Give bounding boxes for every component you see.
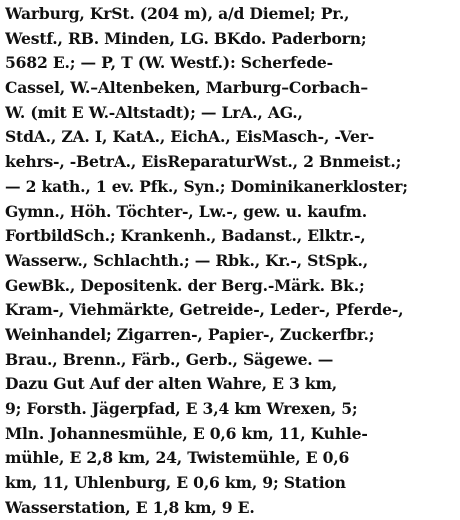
entry-line: kehrs-, -BetrA., EisReparaturWst., 2 Bnmeist.; bbox=[5, 152, 402, 172]
entry-line: 9; Forsth. Jägerpfad, E 3,4 km Wrexen, 5; bbox=[5, 399, 358, 418]
entry-line: Warburg, KrSt. (204 m), a/d Diemel; Pr., bbox=[5, 4, 350, 23]
entry-line: 5682 E.; — P, T (W. Westf.): Scherfede- bbox=[5, 53, 333, 73]
entry-line: — 2 kath., 1 ev. Pfk., Syn.; Dominikanerkloster; bbox=[5, 176, 408, 196]
entry-line: Dazu Gut Auf der alten Wahre, E 3 km, bbox=[5, 374, 338, 394]
entry-line: Wasserw., Schlachth.; — Rbk., Kr.-, StSpk., bbox=[5, 250, 368, 270]
entry-line: Mln. Johannesmühle, E 0,6 km, 11, Kuhle- bbox=[5, 423, 368, 443]
entry-line: mühle, E 2,8 km, 24, Twistemühle, E 0,6 bbox=[5, 448, 350, 468]
entry-line: km, 11, Uhlenburg, E 0,6 km, 9; Station bbox=[5, 473, 346, 493]
entry-line: Weinhandel; Zigarren-, Papier-, Zuckerfbr.; bbox=[5, 324, 375, 344]
entry-line: Westf., RB. Minden, LG. BKdo. Paderborn; bbox=[5, 28, 367, 48]
entry-line: GewBk., Depositenk. der Berg.-Märk. Bk.; bbox=[5, 275, 365, 295]
entry-line: FortbildSch.; Krankenh., Badanst., Elktr.-, bbox=[5, 226, 366, 246]
entry-line: Cassel, W.–Altenbeken, Marburg–Corbach– bbox=[5, 78, 368, 98]
entry-line: Brau., Brenn., Färb., Gerb., Sägewe. — bbox=[5, 349, 334, 369]
gazetteer-entry bbox=[5, 2, 457, 520]
entry-line: W. (mit E W.-Altstadt); — LrA., AG., bbox=[5, 102, 303, 122]
entry-line: Gymn., Höh. Töchter-, Lw.-, gew. u. kaufm. bbox=[5, 201, 367, 221]
entry-line: Wasserstation, E 1,8 km, 9 E. bbox=[5, 497, 255, 517]
entry-line: StdA., ZA. I, KatA., EichA., EisMasch-, -Ver- bbox=[5, 127, 375, 147]
entry-line: Kram-, Viehmärkte, Getreide-, Leder-, Pferde-, bbox=[5, 300, 404, 320]
